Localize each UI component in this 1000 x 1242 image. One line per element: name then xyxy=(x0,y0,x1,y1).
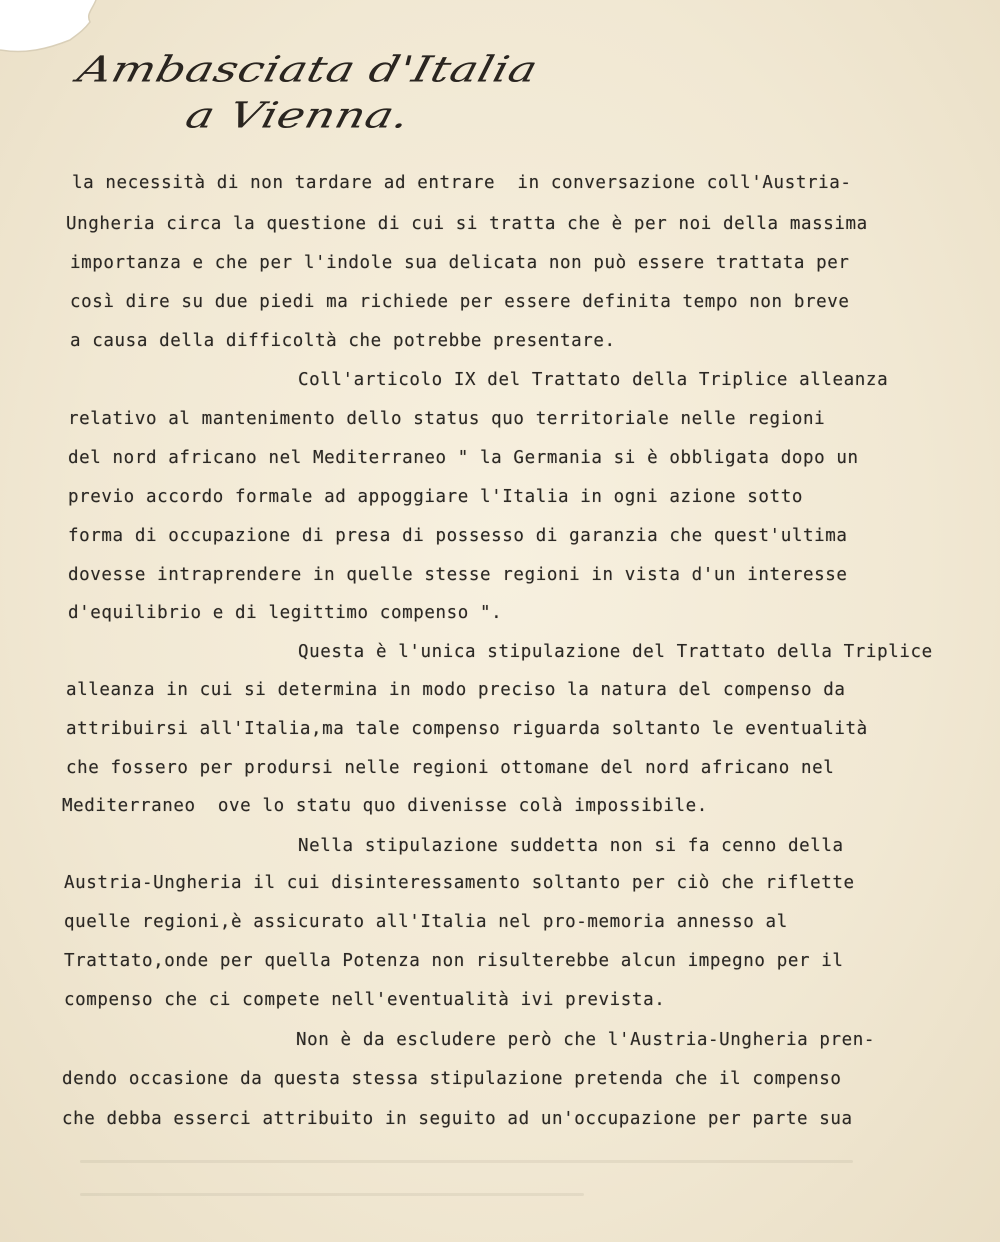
body-line: a causa della difficoltà che potrebbe presentare. xyxy=(70,331,616,351)
body-line: Nella stipulazione suddetta non si fa cenno della xyxy=(298,836,844,856)
body-line: forma di occupazione di presa di possesso di garanzia che quest'ultima xyxy=(68,526,848,546)
body-line: previo accordo formale ad appoggiare l'Italia in ogni azione sotto xyxy=(68,487,803,507)
body-line: Austria-Ungheria il cui disinteressamento soltanto per ciò che riflette xyxy=(64,873,855,893)
body-line: relativo al mantenimento dello status quo territoriale nelle regioni xyxy=(68,409,826,429)
body-line: d'equilibrio e di legittimo compenso ". xyxy=(68,603,503,623)
body-line: importanza e che per l'indole sua delicata non può essere trattata per xyxy=(70,253,850,273)
body-line: dendo occasione da questa stessa stipulazione pretenda che il compenso xyxy=(62,1069,842,1089)
body-line: alleanza in cui si determina in modo preciso la natura del compenso da xyxy=(66,680,846,700)
body-line: attribuirsi all'Italia,ma tale compenso riguarda soltanto le eventualità xyxy=(66,719,868,739)
show-through-text xyxy=(80,1160,920,1230)
body-line: Trattato,onde per quella Potenza non risulterebbe alcun impegno per il xyxy=(64,951,844,971)
body-line: quelle regioni,è assicurato all'Italia nel pro-memoria annesso al xyxy=(64,912,788,932)
body-line: Mediterraneo ove lo statu quo divenisse colà impossibile. xyxy=(62,796,708,816)
body-line: dovesse intraprendere in quelle stesse regioni in vista d'un interesse xyxy=(68,565,848,585)
body-line: che fossero per prodursi nelle regioni ottomane del nord africano nel xyxy=(66,758,835,778)
letterhead-embassy: Ambasciata d'Italia xyxy=(73,48,543,91)
body-line: Coll'articolo IX del Trattato della Triplice alleanza xyxy=(298,370,889,390)
body-line: così dire su due piedi ma richiede per essere definita tempo non breve xyxy=(70,292,850,312)
body-line: Non è da escludere però che l'Austria-Ungheria pren- xyxy=(296,1030,876,1050)
letterhead-city: a Vienna. xyxy=(181,94,415,137)
body-line: che debba esserci attribuito in seguito ad un'occupazione per parte sua xyxy=(62,1109,853,1129)
body-line: del nord africano nel Mediterraneo " la Germania si è obbligata dopo un xyxy=(68,448,859,468)
body-line: Questa è l'unica stipulazione del Trattato della Triplice xyxy=(298,642,933,662)
body-line: Ungheria circa la questione di cui si tratta che è per noi della massima xyxy=(66,214,868,234)
body-line: compenso che ci compete nell'eventualità ivi prevista. xyxy=(64,990,666,1010)
body-line: la necessità di non tardare ad entrare in conversazione coll'Austria- xyxy=(72,173,852,193)
